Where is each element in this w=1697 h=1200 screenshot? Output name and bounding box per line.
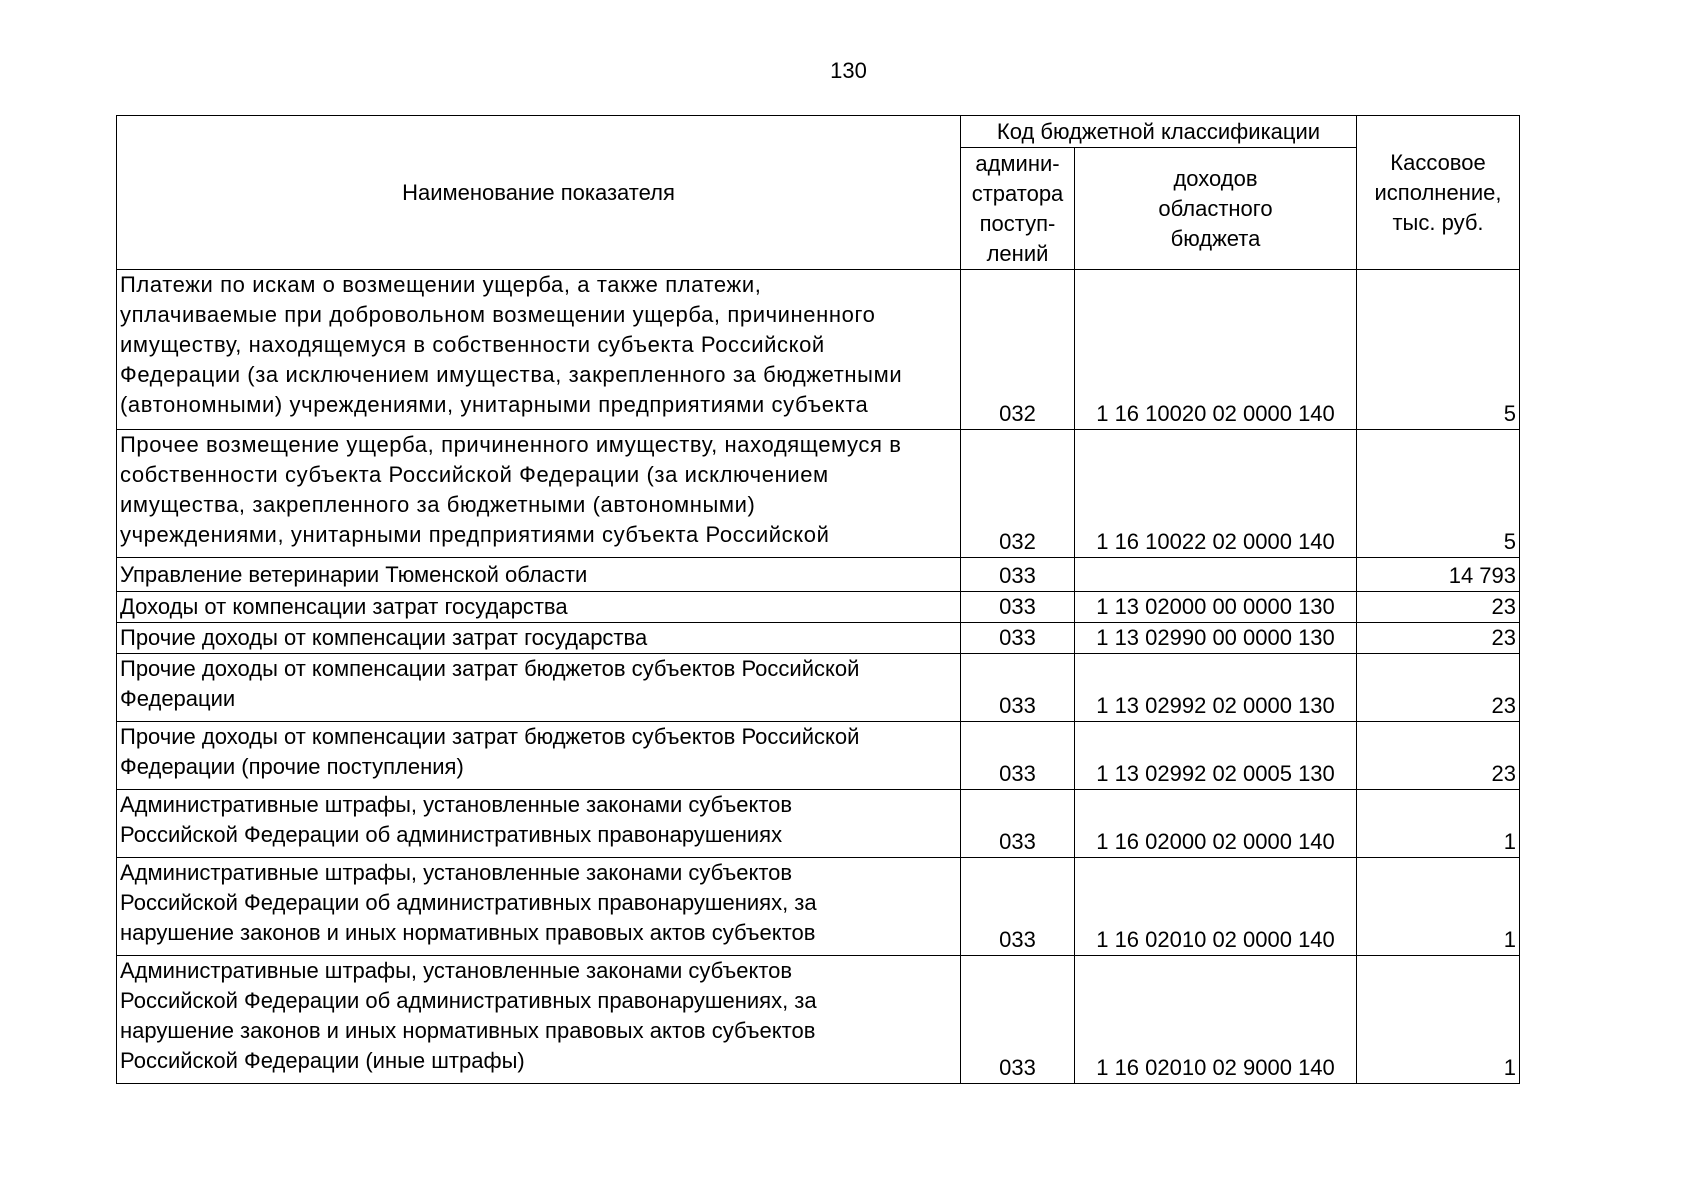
table-row bbox=[117, 654, 1520, 722]
header-name: Наименование показателя bbox=[117, 116, 961, 270]
row-income-code bbox=[1075, 558, 1357, 592]
row-income-code: 1 13 02990 00 0000 130 bbox=[1075, 623, 1357, 654]
table-row bbox=[117, 956, 1520, 1084]
row-amount: 5 bbox=[1357, 430, 1520, 558]
row-name: Платежи по искам о возмещении ущерба, а также платежи, уплачиваемые при добровольном возмещении ущерба, причиненного имуществу, находящемуся в собственности субъекта Российской Федерации (за исключением имущества, закрепленного за бюджетными (автономными) учреждениями, унитарными предприятиями субъекта bbox=[117, 270, 961, 430]
row-income-code: 1 16 10020 02 0000 140 bbox=[1075, 270, 1357, 430]
row-amount: 1 bbox=[1357, 790, 1520, 858]
row-name: Административные штрафы, установленные законами субъектов Российской Федерации об административных правонарушениях, за нарушение законов и иных нормативных правовых актов субъектов Российской Федерации (иные штрафы) bbox=[117, 956, 961, 1084]
row-admin-code: 033 bbox=[961, 558, 1075, 592]
row-admin-code: 032 bbox=[961, 270, 1075, 430]
table-row bbox=[117, 592, 1520, 623]
row-income-code: 1 16 02010 02 9000 140 bbox=[1075, 956, 1357, 1084]
row-income-code: 1 16 10022 02 0000 140 bbox=[1075, 430, 1357, 558]
row-name: Доходы от компенсации затрат государства bbox=[117, 592, 961, 623]
row-amount: 1 bbox=[1357, 858, 1520, 956]
row-admin-code: 033 bbox=[961, 654, 1075, 722]
row-admin-code: 033 bbox=[961, 858, 1075, 956]
table-row bbox=[117, 790, 1520, 858]
row-amount: 23 bbox=[1357, 623, 1520, 654]
budget-table bbox=[116, 115, 1520, 1084]
row-admin-code: 033 bbox=[961, 956, 1075, 1084]
row-amount: 23 bbox=[1357, 722, 1520, 790]
row-name: Административные штрафы, установленные законами субъектов Российской Федерации об административных правонарушениях, за нарушение законов и иных нормативных правовых актов субъектов bbox=[117, 858, 961, 956]
row-amount: 14 793 bbox=[1357, 558, 1520, 592]
header-code-group: Код бюджетной классификации bbox=[961, 116, 1357, 148]
table-row bbox=[117, 270, 1520, 430]
row-income-code: 1 13 02992 02 0005 130 bbox=[1075, 722, 1357, 790]
row-income-code: 1 16 02000 02 0000 140 bbox=[1075, 790, 1357, 858]
table-row bbox=[117, 722, 1520, 790]
page-number: 130 bbox=[830, 58, 867, 83]
row-admin-code: 033 bbox=[961, 722, 1075, 790]
row-name: Прочие доходы от компенсации затрат государства bbox=[117, 623, 961, 654]
row-amount: 5 bbox=[1357, 270, 1520, 430]
table-row bbox=[117, 430, 1520, 558]
row-name: Управление ветеринарии Тюменской области bbox=[117, 558, 961, 592]
row-name: Прочие доходы от компенсации затрат бюджетов субъектов Российской Федерации bbox=[117, 654, 961, 722]
row-admin-code: 033 bbox=[961, 623, 1075, 654]
header-income-code: доходов областного бюджета bbox=[1075, 148, 1357, 270]
row-amount: 23 bbox=[1357, 654, 1520, 722]
row-name: Прочие доходы от компенсации затрат бюджетов субъектов Российской Федерации (прочие поступления) bbox=[117, 722, 961, 790]
header-admin: админи- стратора поступ- лений bbox=[961, 148, 1075, 270]
row-income-code: 1 13 02000 00 0000 130 bbox=[1075, 592, 1357, 623]
header-amount: Кассовое исполнение, тыс. руб. bbox=[1357, 116, 1520, 270]
table-row bbox=[117, 623, 1520, 654]
row-admin-code: 032 bbox=[961, 430, 1075, 558]
row-name: Административные штрафы, установленные законами субъектов Российской Федерации об административных правонарушениях bbox=[117, 790, 961, 858]
table-row bbox=[117, 858, 1520, 956]
row-amount: 1 bbox=[1357, 956, 1520, 1084]
row-income-code: 1 13 02992 02 0000 130 bbox=[1075, 654, 1357, 722]
row-name: Прочее возмещение ущерба, причиненного имуществу, находящемуся в собственности субъекта Российской Федерации (за исключением имущества, закрепленного за бюджетными (автономными) учреждениями, унитарными предприятиями субъекта Российской bbox=[117, 430, 961, 558]
row-income-code: 1 16 02010 02 0000 140 bbox=[1075, 858, 1357, 956]
row-admin-code: 033 bbox=[961, 790, 1075, 858]
table-row bbox=[117, 558, 1520, 592]
row-amount: 23 bbox=[1357, 592, 1520, 623]
row-admin-code: 033 bbox=[961, 592, 1075, 623]
